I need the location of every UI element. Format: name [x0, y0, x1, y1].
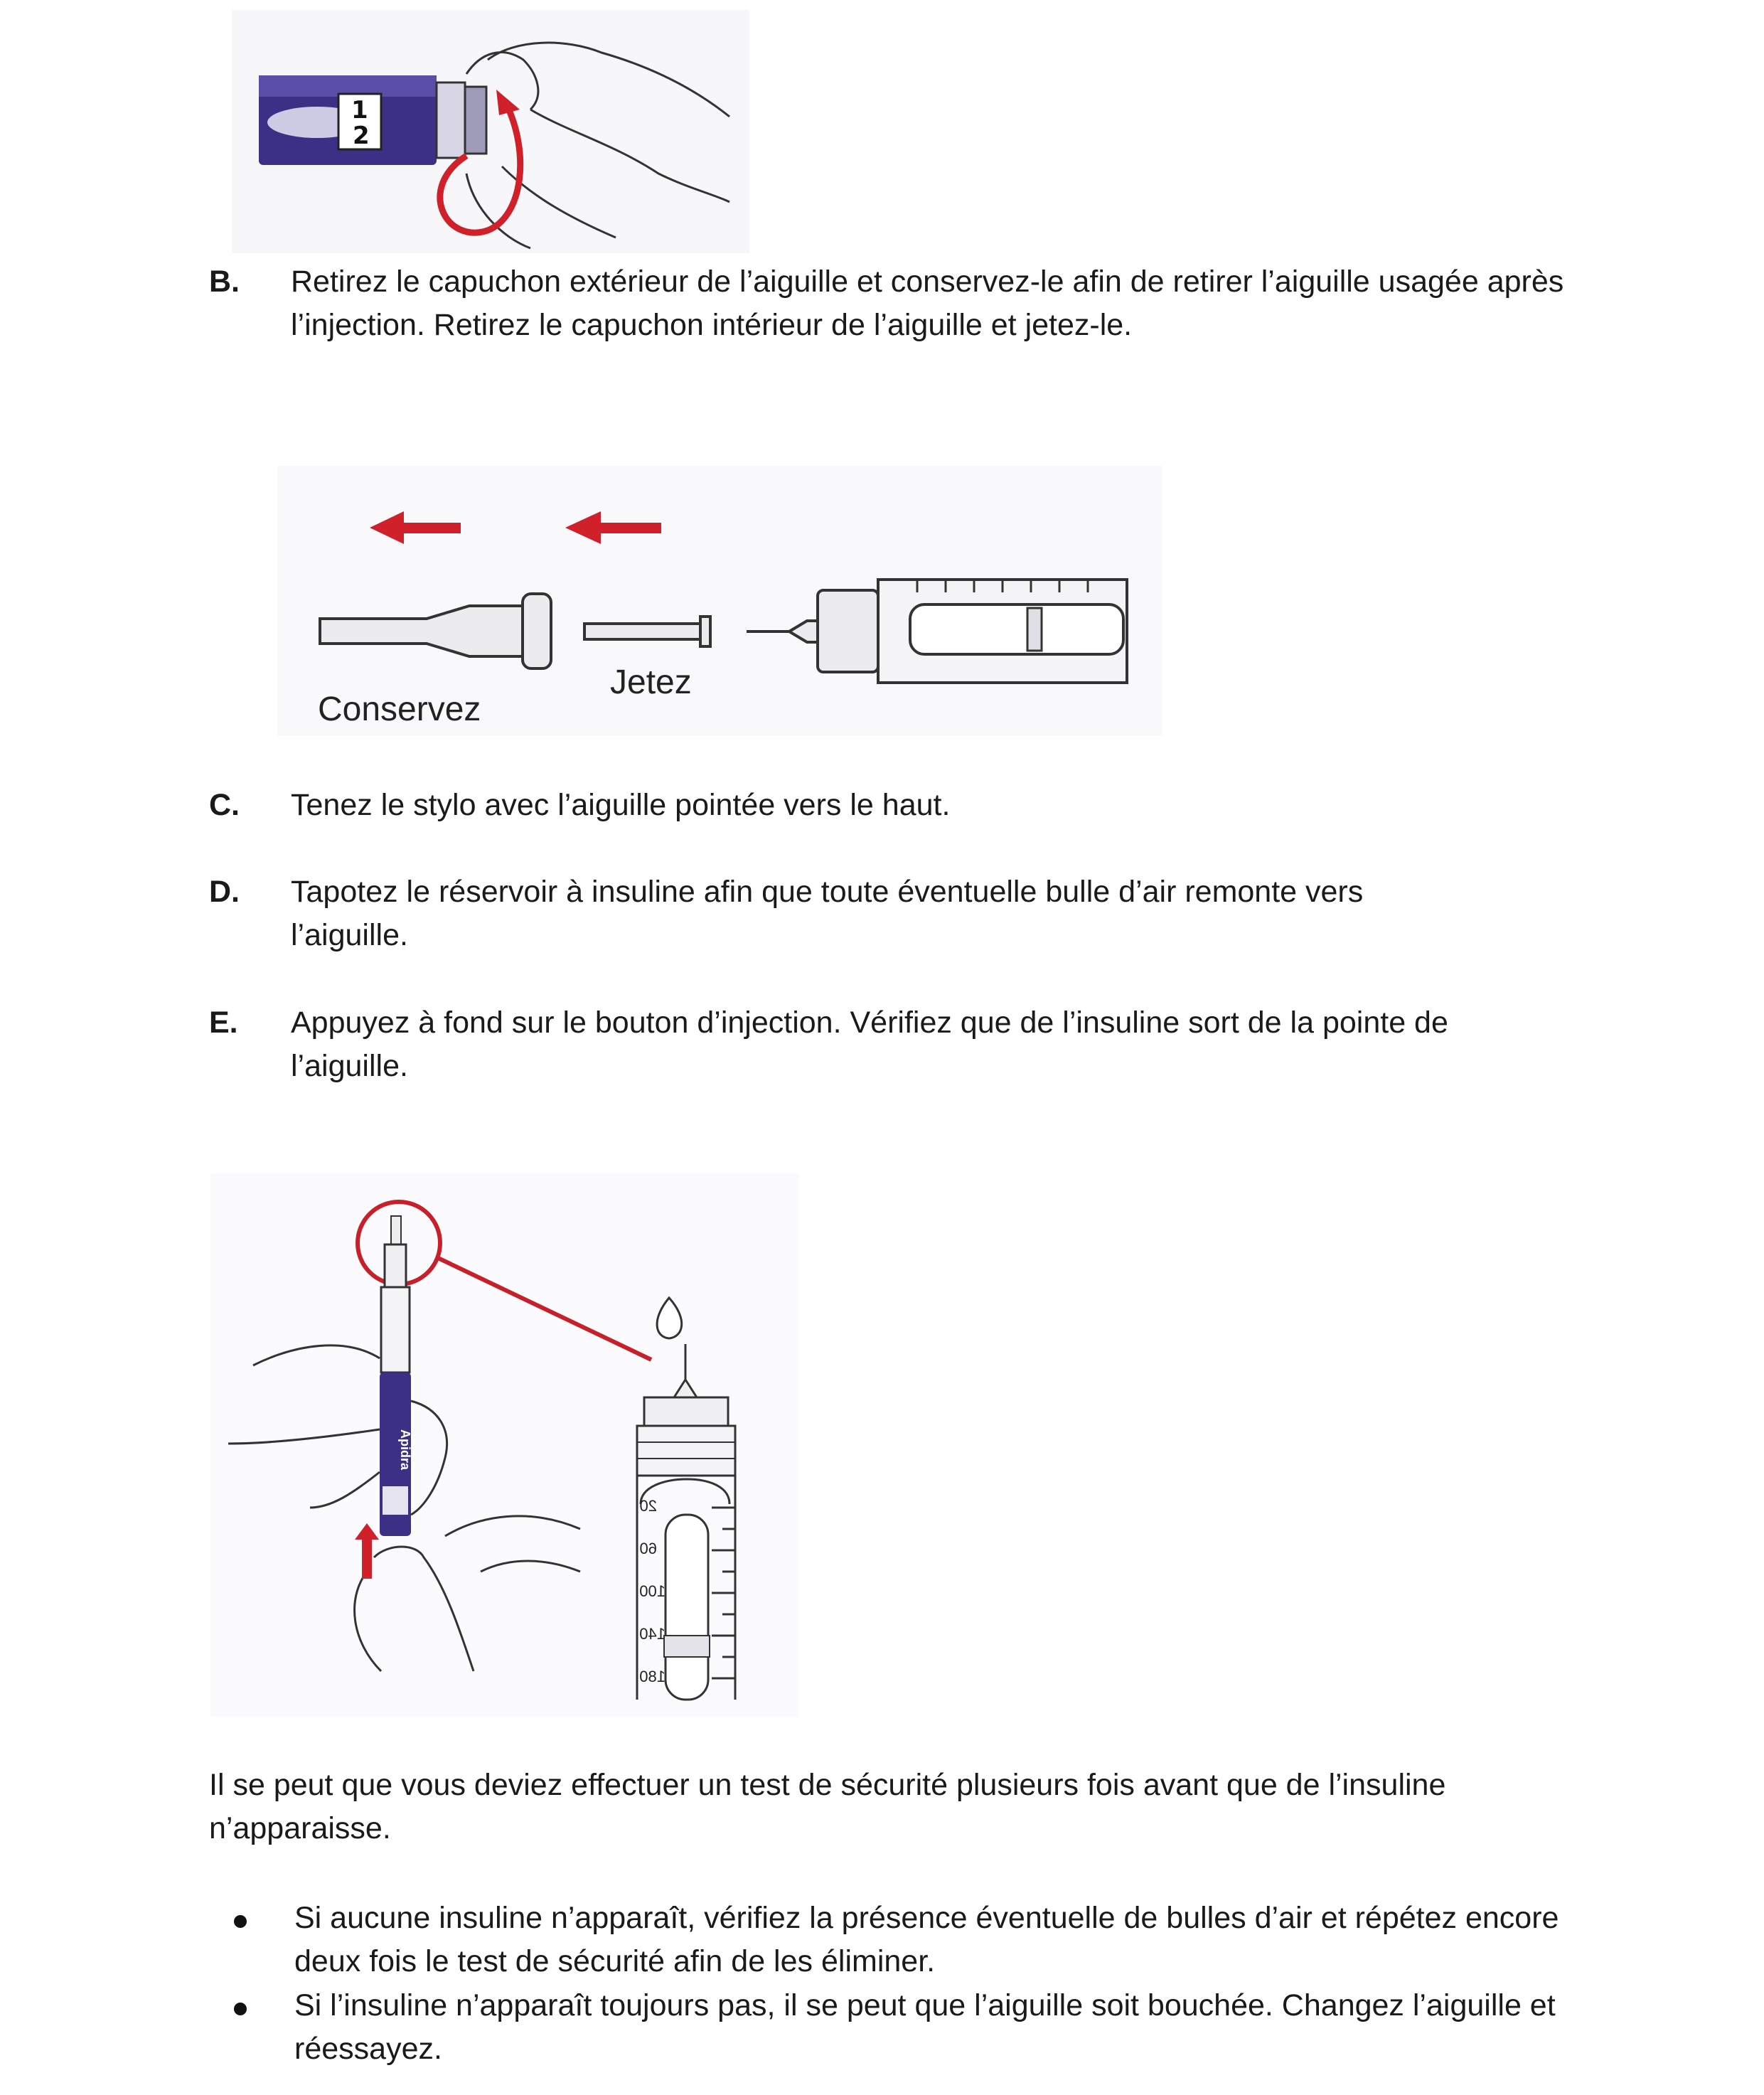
note-paragraph: Il se peut que vous deviez effectuer un test de sécurité plusieurs fois avant que de l’insuline n’apparaisse. [209, 1768, 1446, 1845]
scale-label-60: 60 [639, 1540, 657, 1557]
step-letter-c: C. [209, 788, 240, 822]
scale-label-100: 100 [639, 1582, 665, 1600]
bullet-dot-2 [234, 2003, 247, 2015]
figure-safety-test [210, 1173, 799, 1717]
pen-brand-label: Apidra [398, 1429, 412, 1471]
attach-needle-illustration [232, 10, 749, 253]
label-conservez: Conservez [318, 691, 481, 728]
remove-caps-illustration [277, 466, 1162, 736]
scale-label-140: 140 [639, 1625, 665, 1643]
step-letter-b: B. [209, 265, 240, 299]
bullet-item-2: Si l’insuline n’apparaît toujours pas, il se peut que l’aiguille soit bouchée. Changez l’aiguille et réessayez. [294, 1988, 1556, 2066]
step-text-b: Retirez le capuchon extérieur de l’aiguille et conservez-le afin de retirer l’aiguille usagée après l’injection. Retirez le capuchon intérieur de l’aiguille et jetez-le. [291, 265, 1564, 342]
figure-remove-caps [277, 466, 1162, 736]
label-jetez: Jetez [610, 663, 692, 701]
bullet-dot-1 [234, 1915, 247, 1928]
bullet-item-1: Si aucune insuline n’apparaît, vérifiez la présence éventuelle de bulles d’air et répétez encore deux fois le test de sécurité afin de les éliminer. [294, 1901, 1559, 1978]
dose-digit-2: 2 [353, 122, 370, 150]
figure-attach-needle [232, 10, 749, 253]
safety-test-illustration [210, 1173, 799, 1717]
step-text-e: Appuyez à fond sur le bouton d’injection. Vérifiez que de l’insuline sort de la pointe de l’aiguille. [291, 1006, 1448, 1083]
step-text-d: Tapotez le réservoir à insuline afin que toute éventuelle bulle d’air remonte vers l’aiguille. [291, 875, 1364, 952]
scale-label-20: 20 [639, 1497, 657, 1515]
scale-label-180: 180 [639, 1668, 665, 1685]
step-letter-e: E. [209, 1006, 238, 1040]
step-letter-d: D. [209, 875, 240, 909]
step-text-c: Tenez le stylo avec l’aiguille pointée vers le haut. [291, 788, 951, 822]
dose-digit-1: 1 [351, 96, 368, 124]
